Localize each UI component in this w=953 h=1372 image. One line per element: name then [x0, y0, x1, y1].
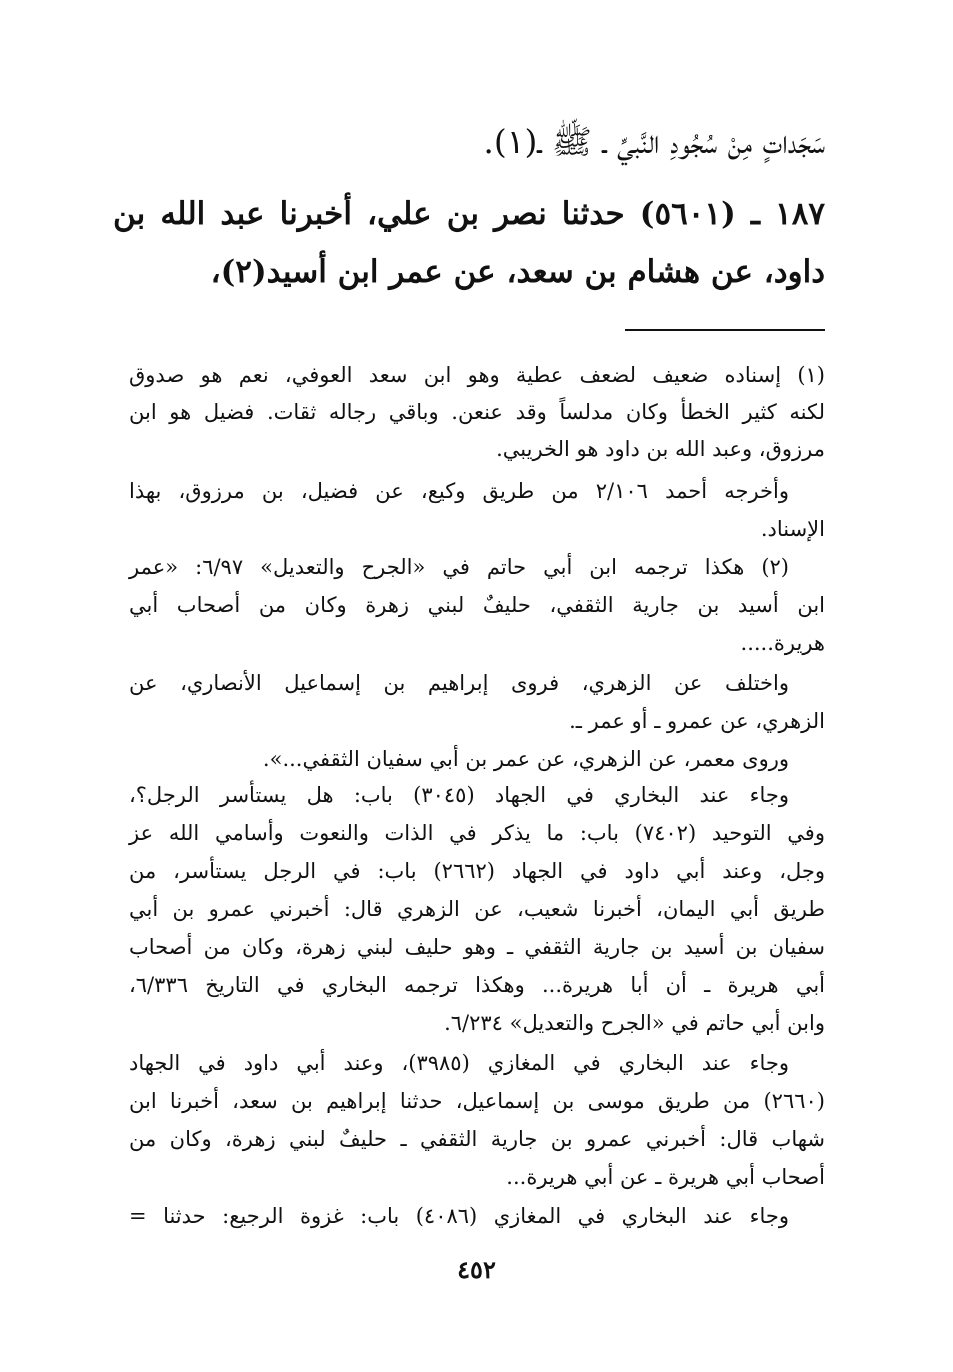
footnote-line: وابن أبي حاتم في «الجرح والتعديل» ٦/٢٣٤. [444, 1011, 825, 1035]
footnote-line: وجاء عند البخاري في المغازي (٣٩٨٥)، وعند أبي داود في الجهاد [129, 1051, 790, 1075]
hadith-line: ١٨٧ ـ (٥٦٠١) حدثنا نصر بن علي، أخبرنا عبد الله بن [113, 196, 825, 232]
footnote-line: (٢) هكذا ترجمه ابن أبي حاتم في «الجرح والتعديل» ٦/٩٧: «عمر [129, 555, 789, 579]
footnote-line: هريرة..... [740, 631, 825, 655]
footnote-line: وروى معمر، عن الزهري، عن عمر بن أبي سفيان الثقفي...». [262, 747, 789, 771]
footnote-line: ابن أسيد بن جارية الثقفي، حليفٌ لبني زهرة وكان من أصحاب أبي [129, 593, 825, 617]
footnote-line: شهاب قال: أخبرني عمرو بن جارية الثقفي ـ حليفٌ لبني زهرة، وكان من [129, 1127, 825, 1151]
footnote-line: وجاء عند البخاري في المغازي (٤٠٨٦) باب: غزوة الرجيع: حدثنا = [129, 1204, 789, 1228]
footnote-line: طريق أبي اليمان، أخبرنا شعيب، عن الزهري قال: أخبرني عمرو بن أبي [129, 897, 825, 921]
footnote-line: أبي هريرة ـ أن أبا هريرة... وهكذا ترجمه البخاري في التاريخ ٦/٣٣٦، [129, 973, 825, 997]
footnote-line: سفيان بن أسيد بن جارية الثقفي ـ وهو حليف لبني زهرة، وكان من أصحاب [129, 935, 825, 959]
footnote-line: وجل، وعند أبي داود في الجهاد (٢٦٦٢) باب: في الرجل يستأسر، من [129, 859, 825, 883]
footnote-line: مرزوق، وعبد الله بن داود هو الخريبي. [496, 437, 825, 461]
footnote-line: وأخرجه أحمد ٢/١٠٦ من طريق وكيع، عن فضيل، بن مرزوق، بهذا [129, 479, 789, 503]
footnote-line: واختلف عن الزهري، فروى إبراهيم بن إسماعيل الأنصاري، عن [129, 671, 789, 695]
footnote-line: (١) إسناده ضعيف لضعف عطية وهو ابن سعد العوفي، نعم هو صدوق [129, 363, 825, 387]
footnote-line: الزهري، عن عمرو ـ أو عمر ـ. [569, 709, 825, 733]
footnote-line: لكنه كثير الخطأ وكان مدلساً وقد عنعن. وباقي رجاله ثقات. فضيل هو ابن [129, 400, 825, 424]
chapter-title: سَجَداتٍ مِنْ سُجُودِ النَّبيِّ ـ ﷺ ـ(١). [483, 122, 825, 161]
footnote-line: وجاء عند البخاري في الجهاد (٣٠٤٥) باب: هل يستأسر الرجل؟، [129, 783, 789, 807]
footnote-line: الإسناد. [760, 517, 825, 541]
footnote-divider [625, 329, 825, 331]
footnote-line: وفي التوحيد (٧٤٠٢) باب: ما يذكر في الذات والنعوت وأسامي الله عز [129, 821, 825, 845]
hadith-line: داود، عن هشام بن سعد، عن عمر ابن أسيد(٢)، [210, 254, 825, 290]
footnote-line: أصحاب أبي هريرة ـ عن أبي هريرة... [506, 1165, 825, 1189]
page-number: ٤٥٢ [457, 1255, 496, 1284]
footnote-line: (٢٦٦٠) من طريق موسى بن إسماعيل، حدثنا إبراهيم بن سعد، أخبرنا ابن [129, 1089, 825, 1113]
